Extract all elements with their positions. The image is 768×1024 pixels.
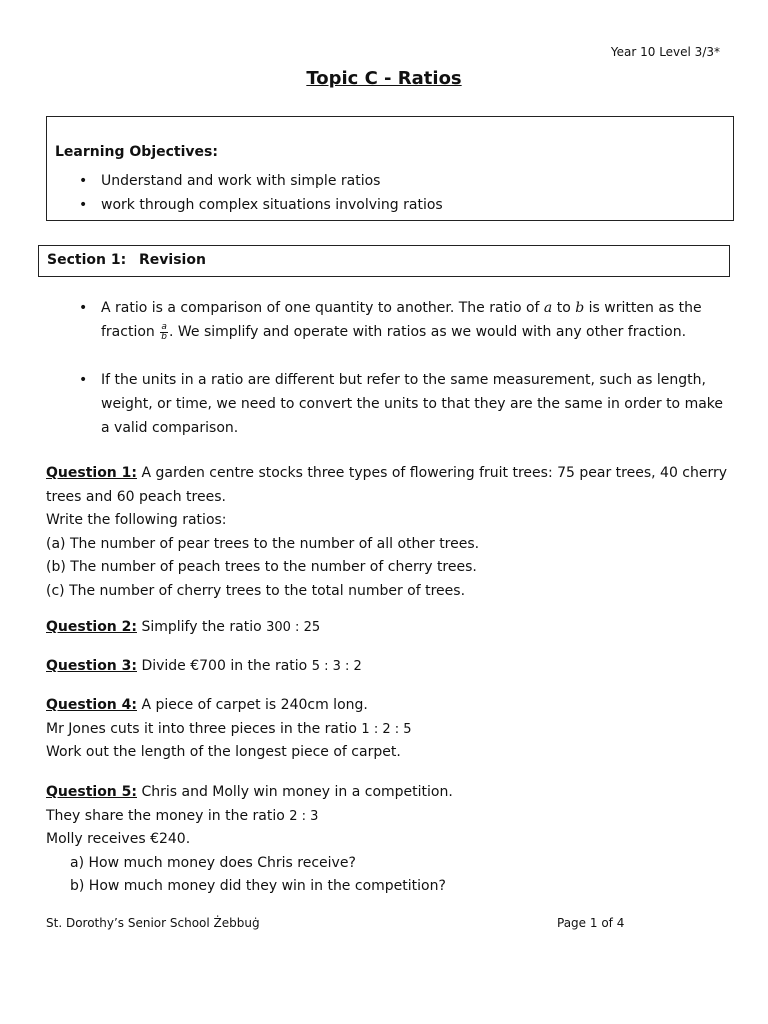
- question-label: Question 1:: [46, 465, 137, 481]
- objective-item: • Understand and work with simple ratios: [101, 169, 443, 193]
- question-part: b) How much money did they win in the competition?: [70, 878, 446, 894]
- footer-school: St. Dorothy’s Senior School Żebbuġ: [46, 916, 260, 930]
- learning-objectives-box: [46, 116, 734, 221]
- question-part: (a) The number of pear trees to the number of all other trees.: [46, 535, 480, 552]
- question-label: Question 2:: [46, 619, 137, 635]
- revision-item-units: • If the units in a ratio are different but refer to the same measurement, such as length, weight, or time, we need to convert the units to that they are the same in order to make a valid comparison.: [101, 368, 731, 440]
- fraction-denominator: b: [161, 331, 167, 342]
- revision-text: to: [552, 300, 576, 316]
- question-2: [46, 616, 736, 640]
- question-text: They share the money in the ratio: [46, 807, 290, 824]
- question-text: Divide €700 in the ratio: [137, 658, 312, 674]
- revision-text: is written as the fraction: [101, 300, 702, 340]
- page-title: Topic C - Ratios: [306, 68, 462, 89]
- fraction-a-over-b: [160, 323, 168, 342]
- question-part: (b) The number of peach trees to the number of cherry trees.: [46, 559, 477, 575]
- section-label: Section 1:: [47, 252, 127, 268]
- ratio-value: 1 : 2 : 5: [361, 721, 412, 737]
- footer-page-number: Page 1 of 4: [557, 916, 625, 930]
- question-text: Mr Jones cuts it into three pieces in the ratio: [46, 720, 362, 737]
- revision-item-ratio-definition: [101, 296, 731, 344]
- question-text: A garden centre stocks three types of flowering fruit trees: 75 pear trees, 40 cherry trees and 60 peach trees.: [46, 465, 728, 505]
- variable-b: b: [575, 300, 585, 316]
- level-label: Year 10 Level 3/3*: [610, 45, 720, 59]
- objectives-heading: Learning Objectives:: [55, 144, 218, 160]
- ratio-value: 2 : 3: [289, 808, 319, 824]
- question-5: [46, 781, 736, 899]
- section-title: Revision: [139, 252, 206, 268]
- question-1: [46, 462, 736, 603]
- question-part: a) How much money does Chris receive?: [70, 854, 356, 871]
- question-4: [46, 694, 736, 765]
- ratio-value: 300 : 25: [266, 620, 321, 635]
- question-text: Chris and Molly win money in a competition.: [137, 784, 453, 800]
- fraction-numerator: a: [161, 321, 167, 332]
- question-label: Question 5:: [46, 784, 137, 800]
- objectives-list: [101, 169, 443, 217]
- objective-item: • work through complex situations involving ratios: [101, 193, 443, 217]
- question-text: Work out the length of the longest piece of carpet.: [46, 744, 401, 760]
- revision-list: [101, 296, 731, 464]
- section-header: [38, 245, 730, 277]
- question-part: (c) The number of cherry trees to the total number of trees.: [46, 582, 466, 599]
- question-instruction: Write the following ratios:: [46, 512, 227, 528]
- question-3: [46, 655, 736, 679]
- question-text: A piece of carpet is 240cm long.: [137, 697, 368, 713]
- question-text: Simplify the ratio: [137, 619, 267, 635]
- revision-text: A ratio is a comparison of one quantity to another. The ratio of: [101, 300, 544, 316]
- question-text: Molly receives €240.: [46, 831, 191, 847]
- question-label: Question 4:: [46, 697, 137, 713]
- question-label: Question 3:: [46, 658, 137, 674]
- revision-text: . We simplify and operate with ratios as we would with any other fraction.: [168, 324, 687, 340]
- variable-a: a: [543, 300, 553, 316]
- ratio-value: 5 : 3 : 2: [311, 659, 362, 674]
